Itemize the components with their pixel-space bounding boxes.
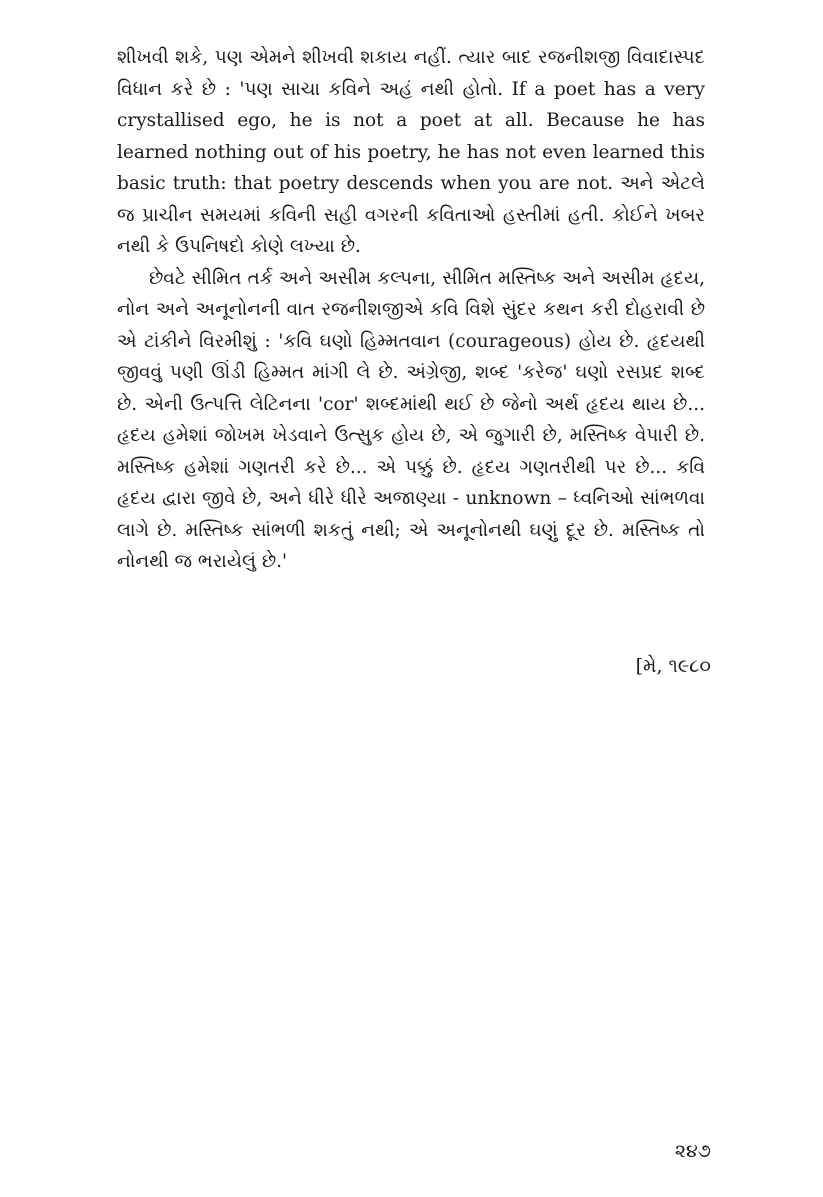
- paragraph-2: છેવટે સીમિત તર્ક અને અસીમ કલ્પના, સીમિત મસ્તિષ્ક અને અસીમ હૃદય, નોન અને અનૂનોનની વાત રજનીશજીએ કવિ વિશે સુંદર કથન કરી દોહરાવી છે એ ટાંકીને વિરમીશું : 'કવિ ઘણો હિમ્મતવાન (courageous) હોય છે. હૃદયથી જીવવું પણી ઊંડી હિમ્મત માંગી લે છે. અંગ્રેજી, શબ્દ 'કરેજ' ઘણો રસપ્રદ શબ્દ છે. એની ઉત્પત્તિ લેટિનના 'cor' શબ્દમાંથી થઈ છે જેનો અર્થ હૃદય થાય છે... હૃદય હમેશાં જોખમ ખેડવાને ઉત્સુક હોય છે, એ જુગારી છે, મસ્તિષ્ક વેપારી છે. મસ્તિષ્ક હમેશાં ગણતરી કરે છે... એ પક્કું છે. હૃદય ગણતરીથી પર છે... કવિ હૃદય દ્વારા જીવે છે, અને ધીરે ધીરે અજાણ્યા - unknown – ધ્વનિઓ સાંભળવા લાગે છે. મસ્તિષ્ક સાંભળી શકતું નથી; એ અનૂનોનથી ઘણું દૂર છે. મસ્તિષ્ક તો નોનથી જ ભરાયેલું છે.': [117, 267, 705, 572]
- dateline: [મે, ૧૯૮૦: [635, 655, 711, 677]
- page-body: [117, 42, 705, 578]
- paragraph-1: શીખવી શકે, પણ એમને શીખવી શકાય નહીં. ત્યાર બાદ રજનીશજી વિવાદાસ્પદ વિધાન કરે છે : 'પણ સાચા કવિને અહં નથી હોતો. If a poet has a very crystallised ego, he is not a poet at all. Because he has learned nothing out of his poetry, he has not even learned this basic truth: that poetry descends when you are not. અને એટલે જ પ્રાચીન સમયમાં કવિની સહી વગરની કવિતાઓ હસ્તીમાં હતી. કોઈને ખબર નથી કે ઉપનિષદો કોણે લખ્યા છે.: [117, 47, 705, 257]
- page-number: ૨૪૭: [674, 1140, 711, 1162]
